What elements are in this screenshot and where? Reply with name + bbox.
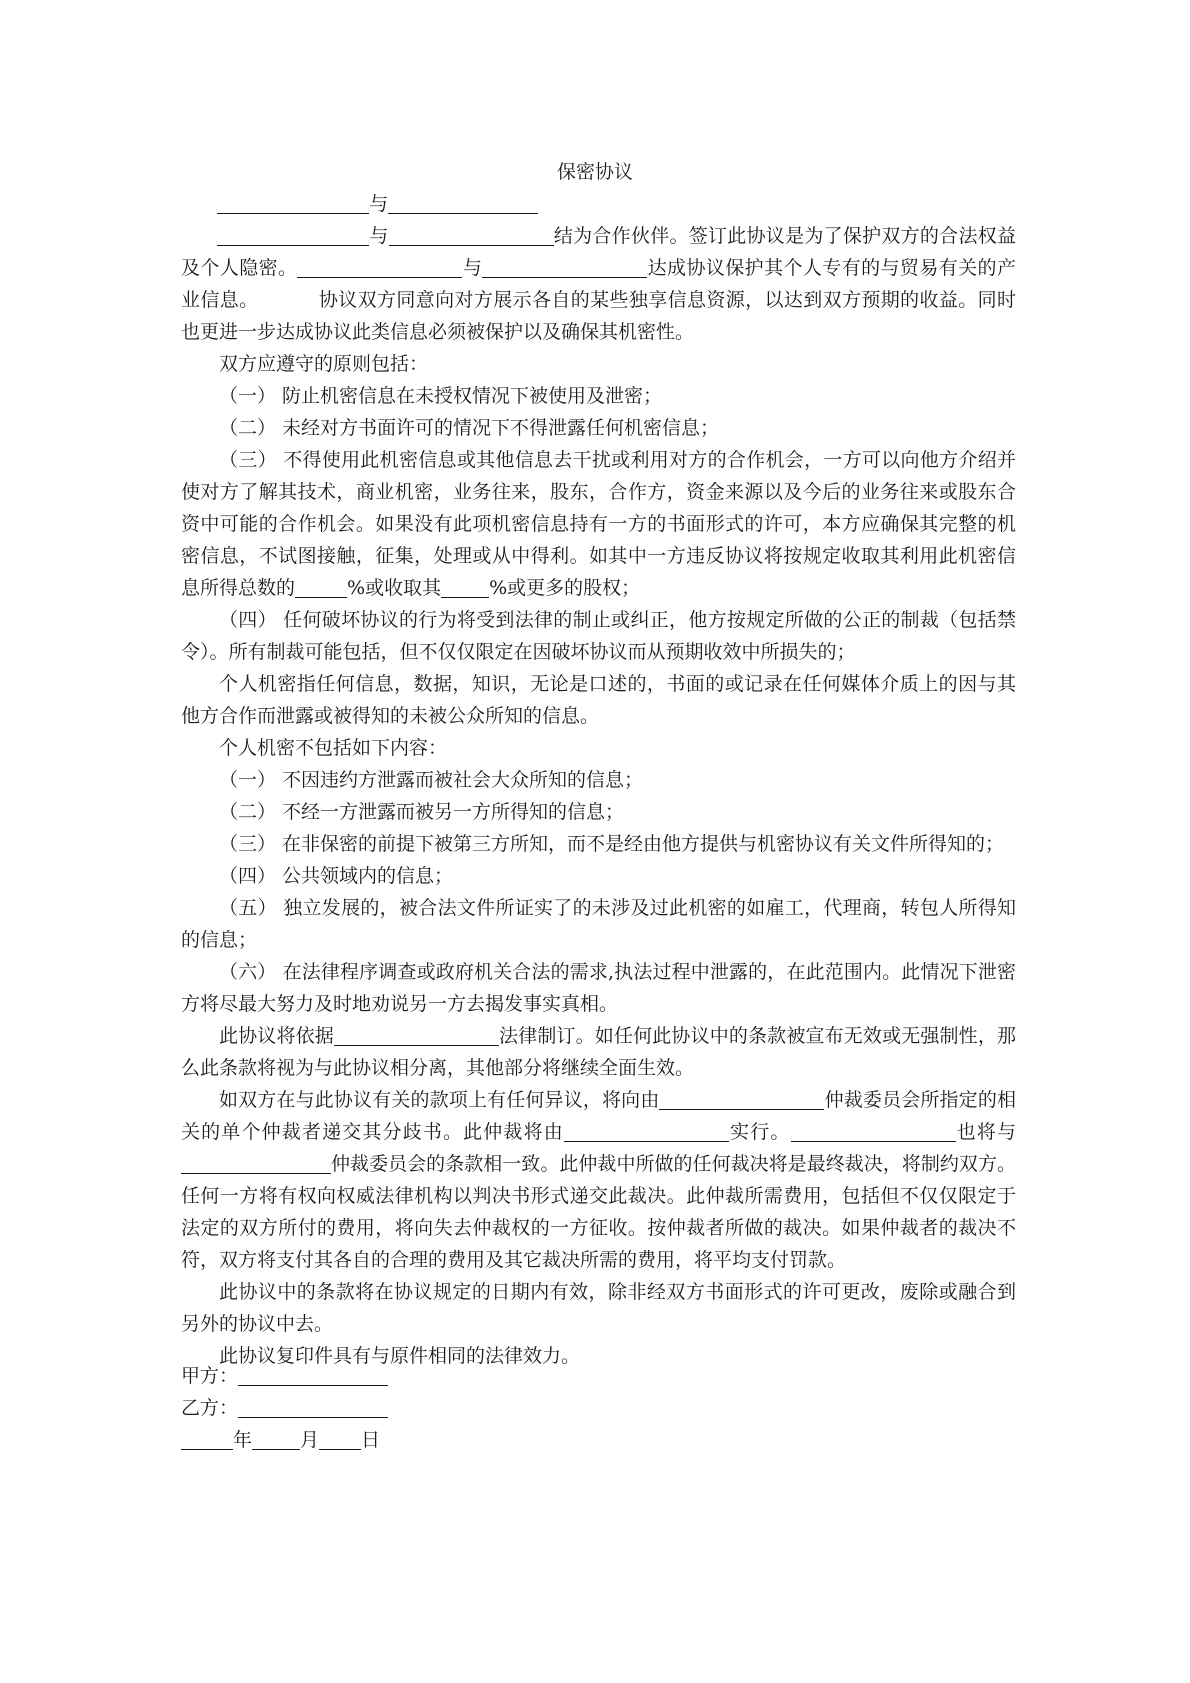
party-blank[interactable] — [482, 255, 647, 278]
principle-item: （三） 不得使用此机密信息或其他信息去干扰或利用对方的合作机会，一方可以向他方介绍并使对方了解其技术，商业机密，业务往来，股东，合作方，资金来源以及今后的业务往来或股东合资中可能的合作机会。如果没有此项机密信息持有一方的书面形式的许可，本方应确保其完整的机密信息，不试图接触，征集，处理或从中得利。如其中一方违反协议将按规定收取其利用此机密信息所得总数的 %或收取其 %或更多的股权； — [181, 449, 1016, 599]
exclusion-item: （一） 不因违约方泄露而被社会大众所知的信息； — [219, 769, 644, 791]
exclusion-item: （六） 在法律程序调查或政府机关合法的需求,执法过程中泄露的，在此范围内。此情况下泄密方将尽最大努力及时地劝说另一方去揭发事实真相。 — [181, 961, 1016, 1015]
exclusion-item: （二） 不经一方泄露而被另一方所得知的信息； — [219, 801, 625, 823]
law-blank[interactable] — [334, 1023, 499, 1046]
party-blank[interactable] — [388, 191, 538, 214]
party-blank[interactable] — [217, 223, 369, 246]
principle-item: （四） 任何破坏协议的行为将受到法律的制止或纠正，他方按规定所做的公正的制裁（包括禁令）。所有制裁可能包括，但不仅仅限定在因破坏协议而从预期收效中所损失的； — [181, 609, 1016, 663]
preamble-paragraph: 与 结为合作伙伴。签订此协议是为了保护双方的合法权益及个人隐密。 与 达成协议保护其个人专有的与贸易有关的产业信息。 协议双方同意向对方展示各自的某些独享信息资源，以达到双方预期的收益。同时也更进一步达成协议此类信息必须被保护以及确保其机密性。 — [181, 225, 1016, 343]
party-blank[interactable] — [389, 223, 554, 246]
principle-item: （二） 未经对方书面许可的情况下不得泄露任何机密信息； — [219, 417, 720, 439]
day-blank[interactable] — [319, 1427, 361, 1450]
percent-blank[interactable] — [441, 575, 489, 598]
signature-blank[interactable] — [238, 1363, 388, 1386]
party-blank[interactable] — [297, 255, 462, 278]
month-blank[interactable] — [252, 1427, 300, 1450]
governing-law-paragraph: 此协议将依据 法律制订。如任何此协议中的条款被宣布无效或无强制性，那么此条款将视为与此协议相分离，其他部分将继续全面生效。 — [181, 1025, 1016, 1079]
document-body — [181, 188, 1016, 1372]
party-b-signature: 乙方： — [181, 1392, 781, 1424]
principle-item: （一） 防止机密信息在未授权情况下被使用及泄密； — [219, 385, 663, 407]
validity-paragraph: 此协议中的条款将在协议规定的日期内有效，除非经双方书面形式的许可更改，废除或融合到另外的协议中去。 — [181, 1281, 1016, 1335]
percent-blank[interactable] — [295, 575, 347, 598]
party-blank[interactable] — [217, 191, 369, 214]
exclusion-item: （三） 在非保密的前提下被第三方所知，而不是经由他方提供与机密协议有关文件所得知的； — [219, 833, 1005, 855]
arbitration-blank[interactable] — [791, 1119, 956, 1142]
arbitration-blank[interactable] — [564, 1119, 729, 1142]
year-blank[interactable] — [181, 1427, 233, 1450]
exclusion-item: （四） 公共领域内的信息； — [219, 865, 454, 887]
definition-paragraph: 个人机密指任何信息，数据，知识，无论是口述的，书面的或记录在任何媒体介质上的因与其他方合作而泄露或被得知的未被公众所知的信息。 — [181, 673, 1016, 727]
date-line: 年 月 日 — [181, 1424, 781, 1456]
principles-intro: 双方应遵守的原则包括： — [219, 353, 429, 375]
arbitration-blank[interactable] — [181, 1151, 331, 1174]
signature-blank[interactable] — [238, 1395, 388, 1418]
party-a-signature: 甲方： — [181, 1360, 781, 1392]
copy-effect-paragraph: 此协议复印件具有与原件相同的法律效力。 — [219, 1345, 581, 1367]
exclusions-intro: 个人机密不包括如下内容： — [219, 737, 448, 759]
document-title: 保密协议 — [556, 161, 633, 183]
arbitration-paragraph: 如双方在与此协议有关的款项上有任何异议，将向由 仲裁委员会所指定的相关的单个仲裁者递交其分歧书。此仲裁将由 实行。 也将与仲裁委员会的条款相一致。此仲裁中所做的任何裁决将是最终裁决，将制约双方。任何一方将有权向权威法律机构以判决书形式递交此裁决。此仲裁所需费用，包括但不仅仅限定于法定的双方所付的费用，将向失去仲裁权的一方征收。按仲裁者所做的裁决。如果仲裁者的裁决不符，双方将支付其各自的合理的费用及其它裁决所需的费用，将平均支付罚款。 — [181, 1089, 1016, 1271]
arbitration-blank[interactable] — [659, 1087, 824, 1110]
parties-line: 与 — [181, 188, 1016, 220]
exclusion-item: （五） 独立发展的，被合法文件所证实了的未涉及过此机密的如雇工，代理商，转包人所得知的信息； — [181, 897, 1016, 951]
